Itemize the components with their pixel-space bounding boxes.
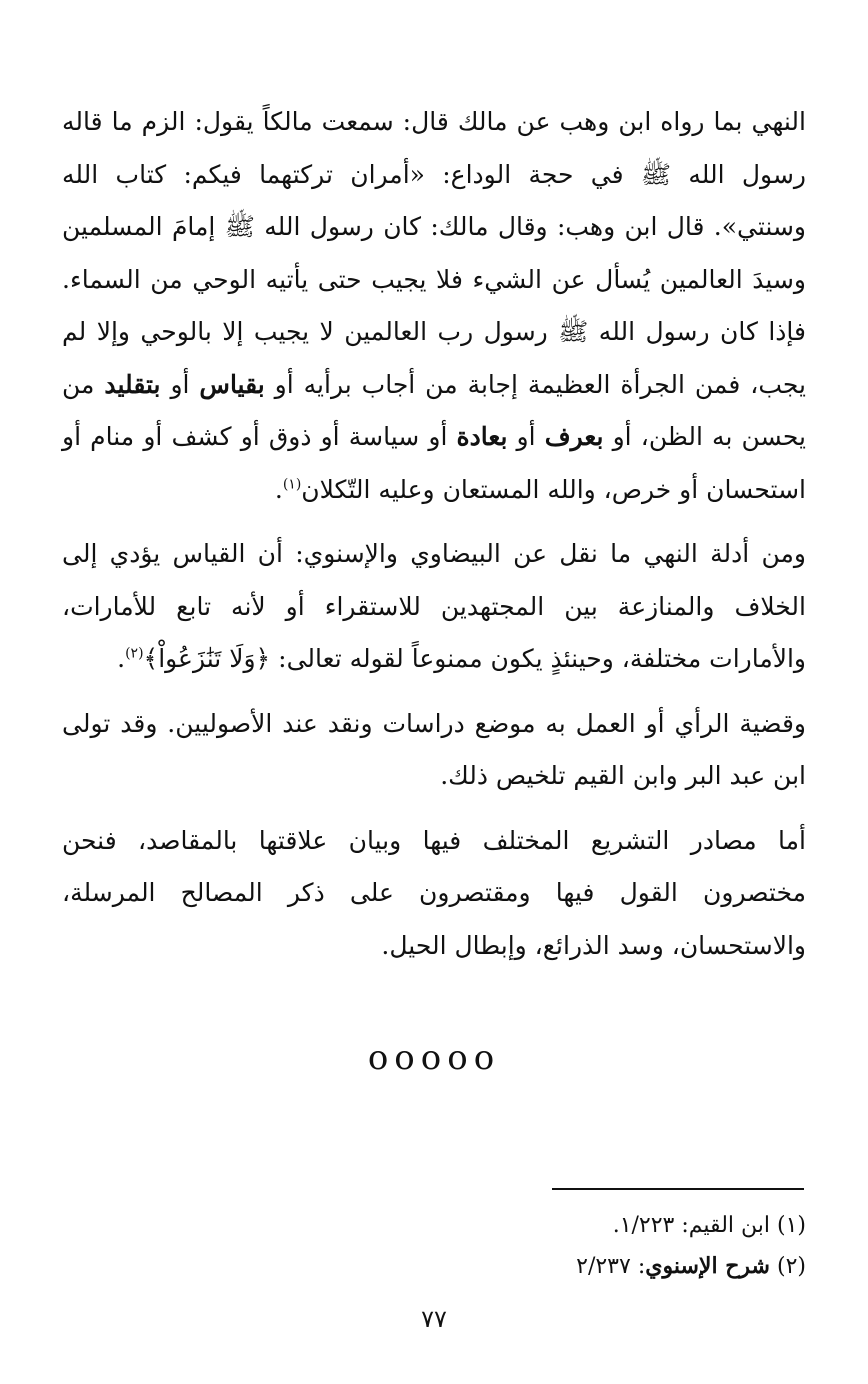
text-run: وقضية الرأي أو العمل به موضع دراسات ونقد عند الأصوليين. وقد تولى ابن عبد البر وابن القيم تلخيص ذلك.: [62, 708, 806, 790]
section-separator: ooooo: [367, 1038, 501, 1078]
footnote-marker: (٢): [776, 1254, 806, 1279]
text-run: .: [274, 474, 283, 504]
page-number: ٧٧: [421, 1305, 447, 1333]
footnote-2: [406, 1246, 806, 1287]
footnote-text: : ٢/٢٣٧: [576, 1254, 646, 1279]
footnote-source-title: شرح الإسنوي: [645, 1253, 770, 1279]
bold-term: بقياس: [199, 369, 265, 399]
footnote-ref-2[interactable]: (٢): [125, 645, 144, 662]
text-run: أو: [160, 369, 200, 399]
bold-term: بعرف: [544, 422, 604, 451]
footnotes: [406, 1206, 806, 1287]
paragraph-2: [62, 528, 806, 686]
text-run: ومن أدلة النهي ما نقل عن البيضاوي والإسنوي: أن القياس يؤدي إلى الخلاف والمنازعة بين المجتهدين للاستقراء أو لأنه تابع للأمارات، والأمارات مختلفة، وحينئذٍ يكون ممنوعاً لقوله تعالى: ﴿وَلَا تَنَٰزَعُواْ﴾: [62, 539, 806, 673]
footnote-text: ابن القيم: ١/٢٢٣.: [612, 1213, 770, 1238]
paragraph-3: [62, 698, 806, 803]
text-run: أما مصادر التشريع المختلف فيها وبيان علاقتها بالمقاصد، فنحن مختصرون القول فيها ومقتصرون على ذكر المصالح المرسلة، والاستحسان، وسد الذرائع، وإبطال الحيل.: [62, 825, 806, 960]
text-run: أو: [507, 422, 545, 451]
page-body: [62, 96, 806, 972]
bold-term: بتقليد: [104, 369, 161, 399]
text-run: أو سياسة أو ذوق أو كشف أو منام أو استحسان أو خرص، والله المستعان وعليه التّكلان: [62, 422, 806, 504]
text-run: .: [117, 644, 126, 673]
footnote-divider: [552, 1188, 804, 1190]
bold-term: بعادة: [456, 422, 508, 451]
paragraph-4: [62, 815, 806, 973]
text-run: من يحسن به الظن، أو: [62, 369, 806, 451]
paragraph-1: [62, 96, 806, 516]
text-run: النهي بما رواه ابن وهب عن مالك قال: سمعت مالكاً يقول: الزم ما قاله رسول الله ﷺ في حجة الوداع: «أمران تركتهما فيكم: كتاب الله وسنتي». قال ابن وهب: وقال مالك: كان رسول الله ﷺ إمامَ المسلمين وسيدَ العالمين يُسأل عن الشيء فلا يجيب حتى يأتيه الوحي من السماء. فإذا كان رسول الله ﷺ رسول رب العالمين لا يجيب إلا بالوحي وإلا لم يجب، فمن الجرأة العظيمة إجابة من أجاب برأيه أو: [62, 107, 806, 399]
footnote-ref-1[interactable]: (١): [282, 476, 302, 493]
footnote-1: [406, 1206, 806, 1246]
footnote-marker: (١): [776, 1213, 806, 1238]
